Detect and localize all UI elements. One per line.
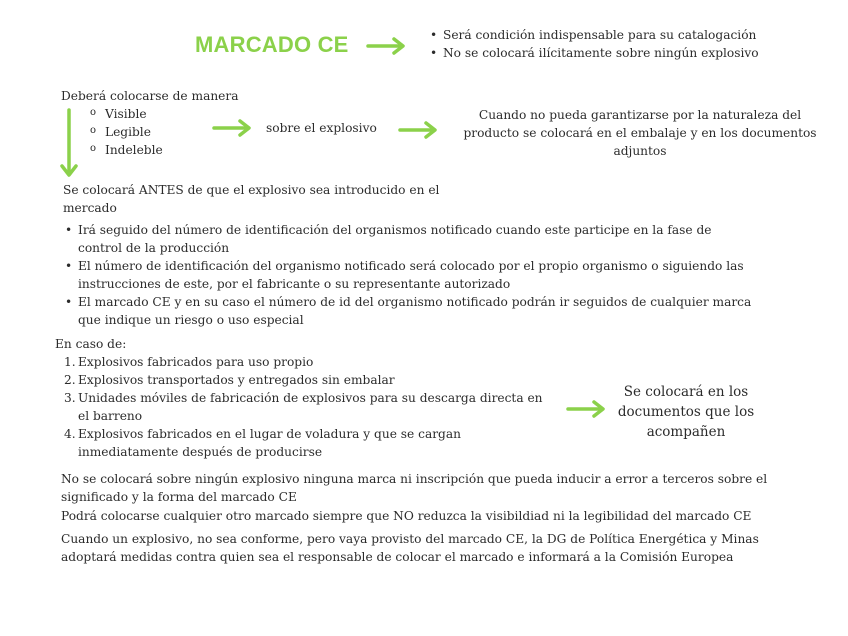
arrow-to-sobre bbox=[212, 118, 254, 138]
final-paragraph-1: No se colocará sobre ningún explosivo ninguna marca ni inscripción que pueda inducir a error a terceros sobre el significado y la forma del marcado CE bbox=[61, 472, 768, 504]
list-item: • El marcado CE y en su caso el número de id del organismo notificado podrán ir seguidos de cualquier marca que indique un riesgo o uso especial bbox=[63, 293, 751, 329]
final-paragraph-3: Cuando un explosivo, no sea conforme, pero vaya provisto del marcado CE, la DG de Política Energética y Minas adoptará medidas contra quien sea el responsable de colocar el marcado e informará a la Comisión Europea bbox=[61, 532, 759, 564]
arrow-down bbox=[59, 108, 79, 180]
top-bullet-list bbox=[428, 26, 759, 62]
list-item: • Irá seguido del número de identificación del organismos notificado cuando este participe en la fase de control de la producción bbox=[63, 221, 751, 257]
casos-list bbox=[60, 353, 543, 461]
embalaje-text: Cuando no pueda garantizarse por la naturaleza del producto se colocará en el embalaje y en los documentos adjuntos bbox=[463, 108, 817, 158]
antes-paragraph: Se colocará ANTES de que el explosivo sea introducido en el mercado bbox=[63, 183, 440, 215]
manner-list bbox=[89, 105, 163, 159]
documentos-text: Se colocará en los documentos que los acompañen bbox=[617, 384, 755, 440]
list-item: 3. Unidades móviles de fabricación de explosivos para su descarga directa en el barreno bbox=[64, 391, 543, 423]
list-item: 2. Explosivos transportados y entregados sin embalar bbox=[64, 373, 395, 387]
list-item: 4. Explosivos fabricados en el lugar de voladura y que se cargan inmediatamente después de producirse bbox=[64, 427, 461, 459]
arrow-title-to-bullets bbox=[366, 36, 410, 56]
list-item: 1. Explosivos fabricados para uso propio bbox=[64, 355, 314, 369]
arrow-to-documentos bbox=[566, 399, 608, 419]
list-item: • El número de identificación del organismo notificado será colocado por el propio organismo o siguiendo las instrucciones de este, por el fabricante o su representante autorizado bbox=[63, 257, 751, 293]
arrow-to-embalaje bbox=[398, 120, 440, 140]
list-item: • Será condición indispensable para su catalogación bbox=[428, 26, 759, 44]
sobre-explosivo-text: sobre el explosivo bbox=[266, 121, 377, 135]
casos-heading: En caso de: bbox=[55, 337, 127, 351]
colocarse-heading: Deberá colocarse de manera bbox=[61, 89, 239, 103]
antes-bullet-list bbox=[63, 221, 751, 329]
list-item: o Legible bbox=[89, 123, 163, 141]
list-item: • No se colocará ilícitamente sobre ningún explosivo bbox=[428, 44, 759, 62]
list-item: o Indeleble bbox=[89, 141, 163, 159]
list-item: o Visible bbox=[89, 105, 163, 123]
title: MARCADO CE bbox=[195, 32, 349, 57]
final-paragraph-2: Podrá colocarse cualquier otro marcado siempre que NO reduzca la visibildiad ni la legibilidad del marcado CE bbox=[61, 509, 752, 523]
